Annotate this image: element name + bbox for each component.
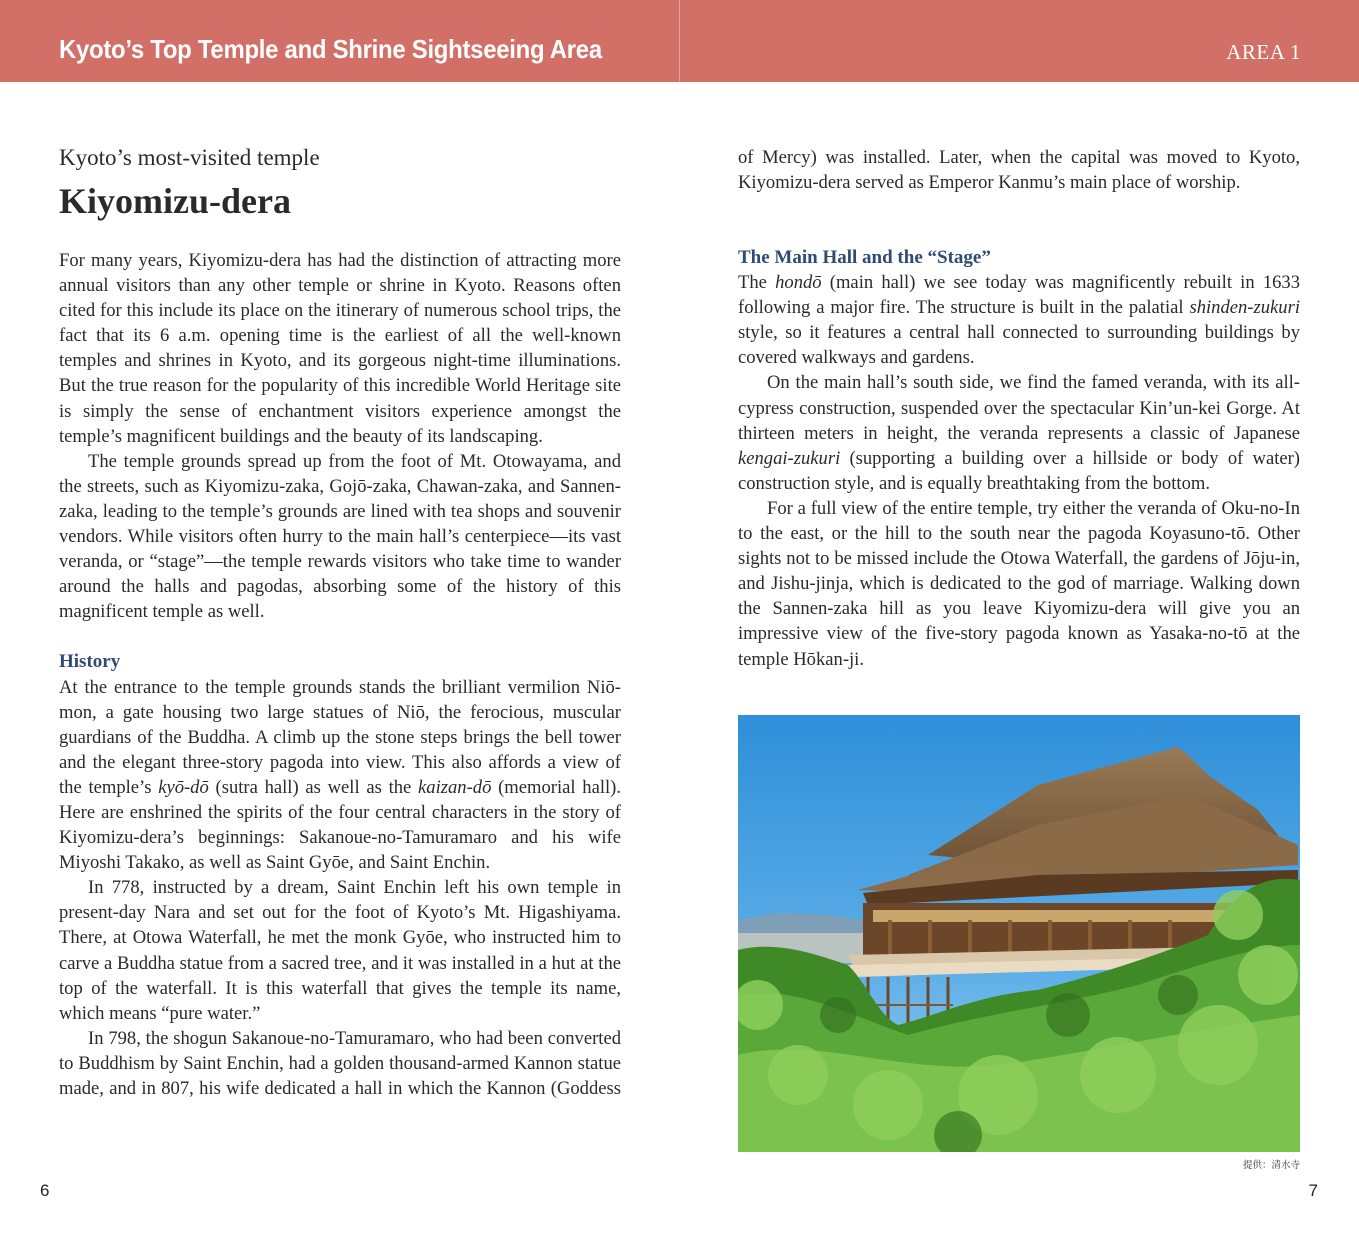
history-heading: History	[59, 651, 121, 673]
photo-credit: 提供：清水寺	[1242, 1160, 1300, 1171]
stage-heading: The Main Hall and the “Stage”	[738, 247, 991, 268]
stage-paragraph-1: The hondō (main hall) we see today was magnificently rebuilt in 1633 following a major fire. The structure is built in the palatial shinden-zukuri style, so it features a central hall connected to surrounding buildings by covered walkways and gardens.	[738, 272, 1301, 369]
running-head-title: Kyoto’s Top Temple and Shrine Sightseeing Area	[59, 34, 602, 64]
spread-divider	[679, 0, 680, 82]
intro-paragraph-2: The temple grounds spread up from the foot of Mt. Otowayama, and the streets, such as Kiyomizu-zaka, Gojō-zaka, Chawan-zaka, and Sannen-zaka, leading to the temple’s grounds are lined with tea shops and souvenir vendors. While visitors often hurry to the main hall’s centerpiece—its vast veranda, or “stage”—the temple rewards visitors who take time to wander around the halls and pagodas, absorbing some of the history of this magnificent temple as well.	[59, 450, 621, 623]
article-kicker: Kyoto’s most-visited temple	[59, 145, 320, 170]
page-number-right: 7	[1308, 1181, 1318, 1200]
page-number-left: 6	[40, 1181, 50, 1200]
right-column	[738, 145, 1300, 672]
history-paragraph-1: At the entrance to the temple grounds stands the brilliant vermilion Niō-mon, a gate housing two large statues of Niō, the ferocious, muscular guardians of the Buddha. A climb up the stone steps brings the bell tower and the elegant three-story pagoda into view. This also affords a view of the temple’s kyō-dō (sutra hall) as well as the kaizan-dō (memorial hall). Here are enshrined the spirits of the four central characters in the story of Kiyomizu-dera’s beginnings: Sakanoue-no-Tamuramaro and his wife Miyoshi Takako, as well as Saint Gyōe, and Saint Enchin.	[59, 676, 622, 874]
history-paragraph-3-continued	[738, 145, 1300, 220]
stage-paragraph-2: On the main hall’s south side, we find the famed veranda, with its all-cypress construction, suspended over the spectacular Kin’un-kei Gorge. At thirteen meters in height, the veranda represents a classic of Japanese kengai-zukuri (supporting a building over a hillside or body of water) construction style, and is equally breathtaking from the bottom.	[738, 372, 1300, 494]
kiyomizu-dera-photo	[738, 715, 1300, 1152]
stage-paragraph-3: For a full view of the entire temple, try either the veranda of Oku-no-In to the east, or the hill to the south near the pagoda Koyasuno-tō. Other sights not to be missed include the Otowa Waterfall, the gardens of Jōju-in, and Jishu-jinja, which is dedicated to the god of marriage. Walking down the Sannen-zaka hill as you leave Kiyomizu-dera will give you an impressive view of the five-story pagoda known as Yasaka-no-tō at the temple Hōkan-ji.	[738, 497, 1300, 670]
left-column	[59, 248, 621, 1101]
continuation-spacer: of Mercy) was installed. Later, when the capital was moved to Kyoto, Kiyomizu-dera served as Emperor Kanmu’s main place of worship.	[738, 147, 1300, 194]
history-paragraph-3: In 798, the shogun Sakanoue-no-Tamuramaro, who had been converted to Buddhism by Saint Enchin, had a golden thousand-armed Kannon statue made, and in 807, his wife dedicated a hall in which the Kannon (Goddess	[59, 1027, 621, 1099]
intro-paragraph-1: For many years, Kiyomizu-dera has had the distinction of attracting more annual visitors than any other temple or shrine in Kyoto. Reasons often cited for this include its place on the itinerary of numerous school trips, the fact that its 6 a.m. opening time is the earliest of all the well-known temples and shrines in Kyoto, and its gorgeous night-time illuminations. But the true reason for the popularity of this incredible World Heritage site is simply the sense of enchantment visitors experience amongst the temple’s magnificent buildings and the beauty of its landscaping.	[59, 250, 621, 447]
area-label: AREA 1	[1226, 40, 1301, 64]
history-paragraph-2: In 778, instructed by a dream, Saint Enchin left his own temple in present-day Nara and set out for the foot of Kyoto’s Mt. Higashiyama. There, at Otowa Waterfall, he met the monk Gyōe, who instructed him to carve a Buddha statue from a sacred tree, and it was installed in a hut at the top of the waterfall. It is this waterfall that gives the temple its name, which means “pure water.”	[59, 877, 621, 1024]
article-title: Kiyomizu-dera	[59, 181, 291, 221]
